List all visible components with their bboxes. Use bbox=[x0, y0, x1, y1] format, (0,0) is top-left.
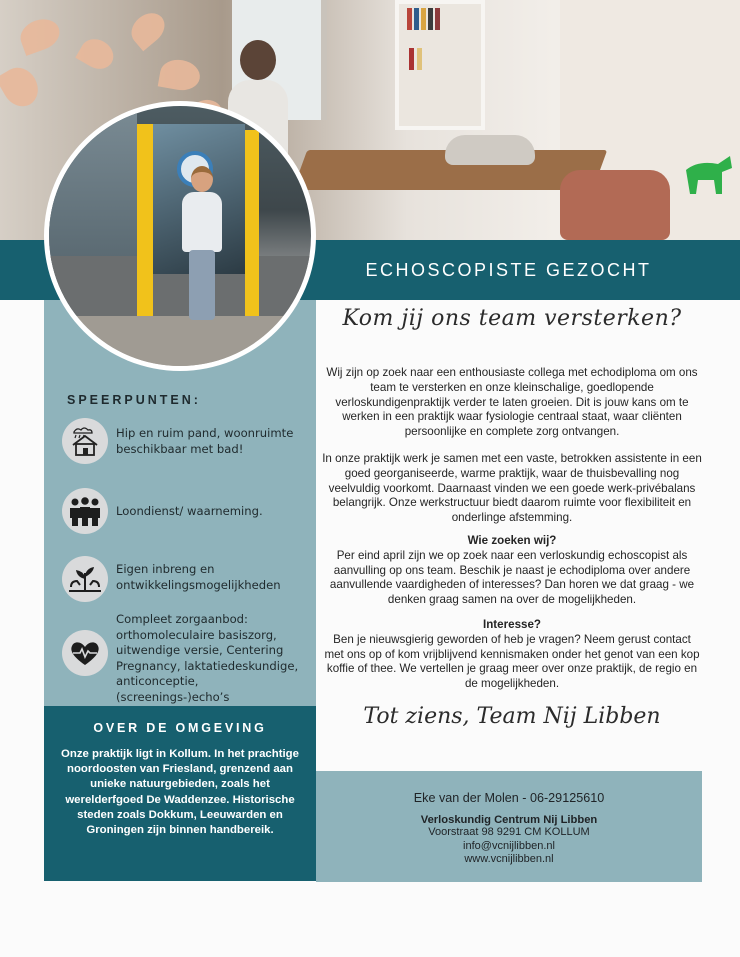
house-icon bbox=[62, 418, 108, 464]
signoff: Tot ziens, Team Nij Libben bbox=[363, 704, 661, 729]
surroundings-panel bbox=[44, 706, 316, 881]
point-team bbox=[62, 488, 312, 534]
heart-care-icon bbox=[62, 630, 108, 676]
point-text: Hip en ruim pand, woonruimte beschikbaar met bad! bbox=[116, 426, 294, 456]
tagline: Kom jij ons team versterken? bbox=[342, 306, 682, 331]
bookshelf bbox=[395, 0, 485, 130]
contact-box bbox=[316, 771, 702, 882]
surroundings-heading: OVER DE OMGEVING bbox=[93, 721, 267, 735]
entrance-photo bbox=[44, 101, 316, 371]
team-icon bbox=[62, 488, 108, 534]
surroundings-text: Onze praktijk ligt in Kollum. In het prachtige noordoosten van Friesland, grenzend aan unieke natuurgebieden, zoals het werelderfgoed De Waddenzee. Historische steden zoals Dokkum, Leeuwarden en Groningen zijn binnen handbereik. bbox=[61, 748, 299, 837]
growth-icon bbox=[62, 556, 108, 602]
point-house bbox=[62, 418, 312, 464]
interest-text: Ben je nieuwsgierig geworden of heb je vragen? Neem gerust contact met ons op of kom vrijblijvend kennismaken onder het genot van een kop koffie of thee. We vertellen je graag meer over onze praktijk, de regio en de mogelijkheden. bbox=[324, 632, 700, 691]
interest-section bbox=[322, 618, 702, 692]
organization-name: Verloskundig Centrum Nij Libben bbox=[420, 814, 598, 826]
email-link[interactable]: info@vcnijlibben.nl bbox=[463, 839, 555, 852]
speerpunten-heading: SPEERPUNTEN: bbox=[67, 393, 201, 407]
point-text: Loondienst/ waarneming. bbox=[116, 504, 263, 518]
page-title: ECHOSCOPISTE GEZOCHT bbox=[365, 259, 652, 280]
who-text: Per eind april zijn we op zoek naar een verloskundig echoscopist als aanvulling op ons team. Beschik je naast je echodiploma over andere aanvullende vaardigheden of interesses? Dan horen we dat graag - we denken graag samen na over de mogelijkheden. bbox=[329, 548, 695, 607]
interest-heading: Interesse? bbox=[483, 618, 541, 631]
point-text: Eigen inbreng en ontwikkelingsmogelijkheden bbox=[116, 562, 281, 592]
chair bbox=[445, 135, 535, 165]
website-link[interactable]: www.vcnijlibben.nl bbox=[464, 853, 554, 865]
point-growth bbox=[62, 556, 312, 602]
point-text: Compleet zorgaanbod: orthomoleculaire basiszorg, uitwendige versie, Centering Pregnancy, laktatiedeskundige, anticonceptie, (screenings-)echo’s bbox=[116, 612, 299, 704]
contact-person: Eke van der Molen - 06-29125610 bbox=[413, 791, 605, 805]
intro-paragraph: Wij zijn op zoek naar een enthousiaste collega met echodiploma om ons team te versterken en onze kleinschalige, goedlopende verloskundigenpraktijk verder te laten groeien. Dit is jouw kans om te werken in een praktijk waar fysiologie centraal staat, waar cliënten persoonlijke en complete zorg ontvangen. bbox=[326, 366, 698, 439]
address: Voorstraat 98 9291 CM KOLLUM bbox=[428, 826, 590, 838]
who-heading: Wie zoeken wij? bbox=[467, 534, 557, 547]
chair bbox=[560, 170, 670, 240]
point-care bbox=[62, 612, 312, 705]
green-toy-icon bbox=[678, 150, 736, 200]
team-paragraph: In onze praktijk werk je samen met een vaste, betrokken assistente in een goed georganiseerde, warme praktijk, waar de thuisbevalling nog veelvuldig voorkomt. Daarnaast vinden we een goede werk-privébalans belangrijk. Onze werkstructuur biedt daarom ruimte voor flexibiliteit en onderlinge afstemming. bbox=[322, 452, 702, 525]
who-section bbox=[322, 534, 702, 608]
